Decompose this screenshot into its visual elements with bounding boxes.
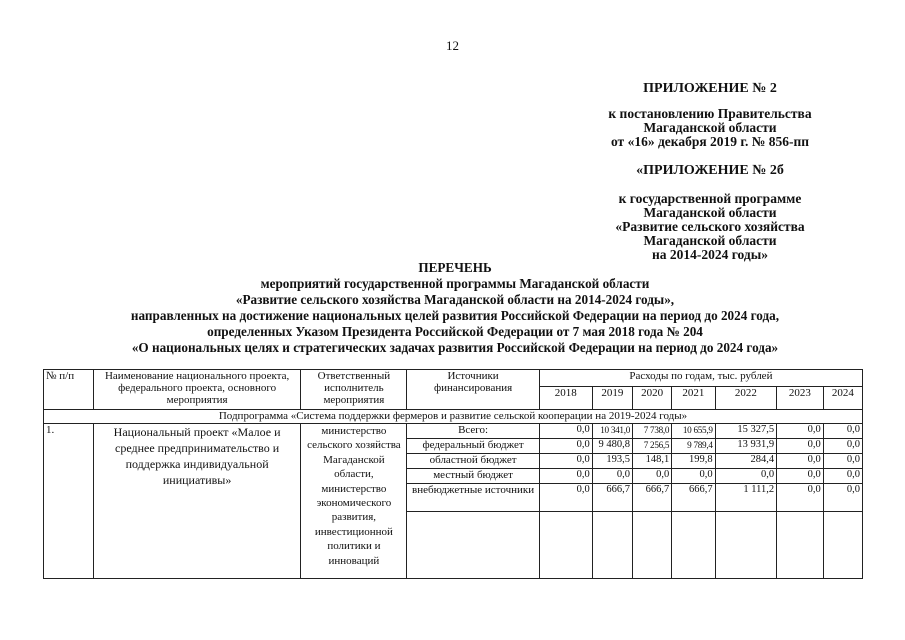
appendix-2-line-3: от «16» декабря 2019 г. № 856-пп <box>610 134 809 149</box>
header-year-2019: 2019 <box>592 387 632 410</box>
value-cell: 0,0 <box>823 454 862 469</box>
value-cell: 0,0 <box>777 439 824 454</box>
empty-cell <box>592 512 632 579</box>
value-cell: 0,0 <box>777 454 824 469</box>
empty-cell <box>539 512 592 579</box>
heading-line-2: «Развитие сельского хозяйства Магаданской области на 2014-2024 годы», <box>235 292 675 307</box>
value-cell: 7 256,5 <box>633 439 672 454</box>
header-year-2020: 2020 <box>633 387 672 410</box>
funding-source-regional: областной бюджет <box>407 454 539 469</box>
appendix-2b-line-1: к государственной программе <box>618 191 802 206</box>
project-name: Национальный проект «Малое и среднее предпринимательство и поддержка индивидуальной инициативы» <box>93 424 301 579</box>
appendix-2b-line-2: Магаданской области <box>643 205 777 220</box>
empty-cell <box>633 512 672 579</box>
appendix-2-line-2: Магаданской области <box>643 120 777 135</box>
value-cell: 1 111,2 <box>715 484 776 512</box>
appendix-2b-line-3: «Развитие сельского хозяйства <box>615 219 805 234</box>
value-cell: 0,0 <box>823 424 862 439</box>
heading-line-3: направленных на достижение национальных целей развития Российской Федерации на период до 2024 года, <box>130 308 780 323</box>
heading-line-4: определенных Указом Президента Российской Федерации от 7 мая 2018 года № 204 <box>207 324 703 339</box>
value-cell: 666,7 <box>633 484 672 512</box>
header-responsible: Ответственный исполнитель мероприятия <box>301 370 407 410</box>
value-cell: 666,7 <box>672 484 715 512</box>
empty-cell <box>672 512 715 579</box>
value-cell: 7 738,0 <box>633 424 672 439</box>
value-cell: 0,0 <box>592 469 632 484</box>
value-cell: 10 655,9 <box>672 424 715 439</box>
funding-source-extrabudgetary: внебюджетные источники <box>407 484 539 512</box>
appendix-2b-line-5: на 2014-2024 годы» <box>651 247 769 262</box>
empty-cell <box>715 512 776 579</box>
value-cell: 199,8 <box>672 454 715 469</box>
responsible-executor: министерство сельского хозяйства Магаданской области, министерство экономического развития, инвестиционной политики и инноваций <box>301 424 407 579</box>
value-cell: 148,1 <box>633 454 672 469</box>
value-cell: 0,0 <box>672 469 715 484</box>
funding-source-federal: федеральный бюджет <box>407 439 539 454</box>
header-year-2022: 2022 <box>715 387 776 410</box>
value-cell: 284,4 <box>715 454 776 469</box>
appendix-2-title: ПРИЛОЖЕНИЕ № 2 <box>643 81 777 96</box>
funding-source-local: местный бюджет <box>407 469 539 484</box>
heading-line-5: «О национальных целях и стратегических задачах развития Российской Федерации на период до 2024 года» <box>131 340 779 355</box>
funding-source-total: Всего: <box>407 424 539 439</box>
value-cell: 9 789,4 <box>672 439 715 454</box>
empty-cell <box>823 512 862 579</box>
header-name: Наименование национального проекта, федерального проекта, основного мероприятия <box>93 370 301 410</box>
value-cell: 0,0 <box>777 469 824 484</box>
value-cell: 193,5 <box>592 454 632 469</box>
value-cell: 0,0 <box>539 424 592 439</box>
value-cell: 0,0 <box>539 454 592 469</box>
value-cell: 0,0 <box>539 484 592 512</box>
header-expenses: Расходы по годам, тыс. рублей <box>539 370 862 387</box>
value-cell: 13 931,9 <box>715 439 776 454</box>
value-cell: 0,0 <box>539 439 592 454</box>
header-year-2023: 2023 <box>777 387 824 410</box>
value-cell: 0,0 <box>539 469 592 484</box>
header-year-2021: 2021 <box>672 387 715 410</box>
value-cell: 0,0 <box>823 484 862 512</box>
heading-line-1: мероприятий государственной программы Магаданской области <box>260 276 650 291</box>
page-number: 12 <box>446 38 459 53</box>
subprogram-row: Подпрограмма «Система поддержки фермеров и развитие сельской кооперации на 2019-2024 годы» <box>44 410 863 424</box>
value-cell: 0,0 <box>715 469 776 484</box>
value-cell: 666,7 <box>592 484 632 512</box>
header-year-2018: 2018 <box>539 387 592 410</box>
value-cell: 9 480,8 <box>592 439 632 454</box>
value-cell: 0,0 <box>823 439 862 454</box>
value-cell: 0,0 <box>633 469 672 484</box>
row-num: 1. <box>44 424 94 579</box>
appendix-2b-line-4: Магаданской области <box>643 233 777 248</box>
list-title: ПЕРЕЧЕНЬ <box>418 260 492 275</box>
appendix-2-line-1: к постановлению Правительства <box>608 106 812 121</box>
table-row <box>44 424 863 439</box>
measures-table <box>43 369 863 579</box>
header-year-2024: 2024 <box>823 387 862 410</box>
header-num: № п/п <box>44 370 94 410</box>
empty-cell <box>777 512 824 579</box>
value-cell: 15 327,5 <box>715 424 776 439</box>
value-cell: 10 341,0 <box>592 424 632 439</box>
value-cell: 0,0 <box>823 469 862 484</box>
empty-cell <box>407 512 539 579</box>
value-cell: 0,0 <box>777 484 824 512</box>
value-cell: 0,0 <box>777 424 824 439</box>
appendix-2b-title: «ПРИЛОЖЕНИЕ № 2б <box>636 163 784 178</box>
header-sources: Источники финансирования <box>407 370 539 410</box>
